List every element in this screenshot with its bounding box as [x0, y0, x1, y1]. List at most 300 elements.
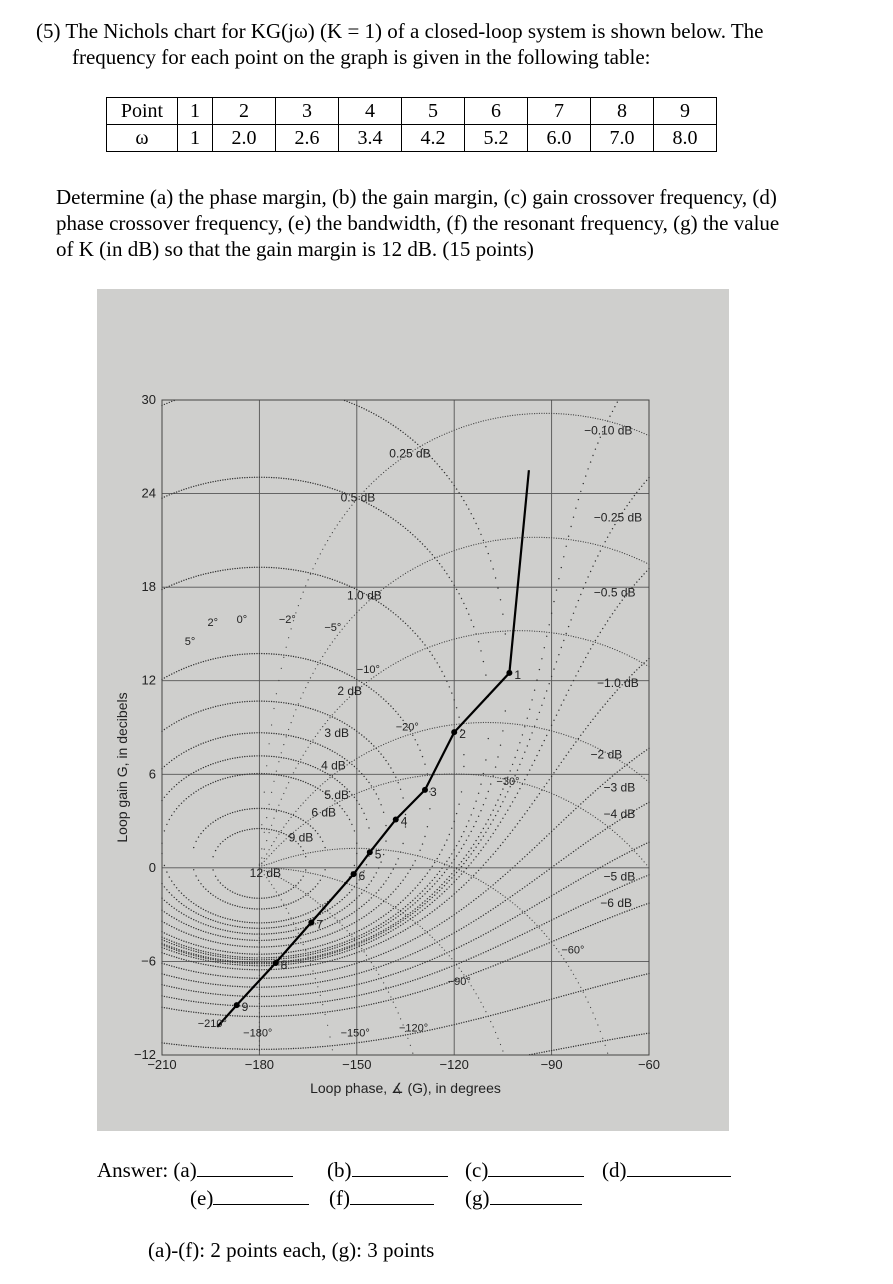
magnitude-contour-mark [349, 586, 350, 587]
magnitude-contour-mark [434, 877, 435, 878]
magnitude-contour-mark [395, 614, 396, 615]
magnitude-contour-mark [471, 940, 472, 941]
magnitude-contour-mark [592, 987, 593, 988]
phase-contour-mark [497, 540, 498, 541]
magnitude-contour-mark [444, 881, 445, 882]
magnitude-contour-mark [422, 905, 423, 906]
magnitude-contour-mark [164, 496, 165, 497]
magnitude-contour-mark [242, 959, 243, 960]
magnitude-contour-mark [166, 1007, 167, 1008]
magnitude-contour-mark [237, 832, 238, 833]
magnitude-contour-mark [575, 849, 576, 850]
magnitude-contour-mark [342, 938, 343, 939]
magnitude-contour-mark [264, 828, 265, 829]
phase-contour-mark [403, 913, 404, 914]
magnitude-contour-mark [203, 1013, 204, 1014]
magnitude-contour-mark [305, 571, 306, 572]
magnitude-contour-mark [488, 950, 489, 951]
magnitude-contour-mark [354, 922, 355, 923]
magnitude-contour-mark [485, 862, 486, 863]
magnitude-contour-mark [227, 976, 228, 977]
magnitude-contour-mark [251, 701, 252, 702]
magnitude-contour-mark [405, 910, 406, 911]
magnitude-contour-mark [461, 1022, 462, 1023]
magnitude-contour-mark [171, 815, 172, 816]
magnitude-contour-mark [230, 937, 231, 938]
magnitude-contour-mark [203, 886, 204, 887]
magnitude-contour-mark [161, 883, 162, 884]
magnitude-contour-mark [324, 948, 325, 949]
magnitude-contour-mark [643, 876, 644, 877]
magnitude-contour-mark [388, 963, 389, 964]
phase-contour-mark [432, 728, 433, 729]
magnitude-contour-mark [398, 972, 399, 973]
magnitude-contour-mark [298, 882, 299, 883]
magnitude-contour-mark [500, 822, 501, 823]
magnitude-contour-mark [276, 977, 277, 978]
magnitude-contour-mark [334, 914, 335, 915]
magnitude-contour-mark [200, 1002, 201, 1003]
magnitude-contour-mark [293, 887, 294, 888]
magnitude-contour-mark [441, 888, 442, 889]
magnitude-contour-mark [327, 926, 328, 927]
magnitude-contour-mark [247, 963, 248, 964]
magnitude-contour-mark [629, 978, 630, 979]
magnitude-contour-mark [283, 986, 284, 987]
magnitude-contour-mark [480, 867, 481, 868]
magnitude-contour-mark [230, 835, 231, 836]
magnitude-contour-mark [210, 961, 211, 962]
magnitude-contour-mark [317, 833, 318, 834]
magnitude-contour-mark [405, 876, 406, 877]
magnitude-contour-mark [254, 957, 255, 958]
magnitude-contour-mark [290, 569, 291, 570]
phase-contour-mark [541, 537, 542, 538]
phase-contour-mark [449, 865, 450, 866]
magnitude-contour-mark [266, 986, 267, 987]
magnitude-contour-mark [419, 991, 420, 992]
magnitude-contour-mark [210, 893, 211, 894]
magnitude-contour-mark [390, 962, 391, 963]
magnitude-contour-mark [505, 633, 506, 634]
magnitude-contour-mark [186, 948, 187, 949]
magnitude-contour-mark [395, 864, 396, 865]
magnitude-contour-mark [380, 954, 381, 955]
magnitude-contour-mark [247, 962, 248, 963]
magnitude-contour-mark [380, 989, 381, 990]
magnitude-contour-mark [437, 560, 438, 561]
magnitude-contour-mark [271, 962, 272, 963]
magnitude-contour-mark [339, 1044, 340, 1045]
magnitude-contour-mark [612, 916, 613, 917]
magnitude-contour-mark [609, 532, 610, 533]
magnitude-contour-mark [220, 943, 221, 944]
magnitude-contour-mark [339, 805, 340, 806]
magnitude-contour-mark [634, 1035, 635, 1036]
magnitude-contour-mark [251, 908, 252, 909]
magnitude-contour-mark [251, 962, 252, 963]
magnitude-contour-mark [444, 872, 445, 873]
magnitude-contour-mark [366, 1041, 367, 1042]
magnitude-contour-mark [281, 1048, 282, 1049]
magnitude-contour-mark [225, 815, 226, 816]
magnitude-contour-mark [261, 898, 262, 899]
magnitude-contour-mark [261, 933, 262, 934]
phase-contour-mark [607, 826, 608, 827]
phase-contour-mark [568, 801, 569, 802]
magnitude-contour-mark [342, 950, 343, 951]
phase-contour-mark [271, 792, 272, 793]
magnitude-contour-mark [480, 970, 481, 971]
magnitude-contour-mark [171, 926, 172, 927]
magnitude-contour-mark [239, 654, 240, 655]
magnitude-contour-mark [456, 707, 457, 708]
magnitude-contour-mark [342, 967, 343, 968]
magnitude-contour-mark [446, 968, 447, 969]
phase-contour-mark [344, 514, 345, 515]
magnitude-contour-mark [380, 917, 381, 918]
magnitude-contour-mark [361, 929, 362, 930]
magnitude-contour-mark [592, 837, 593, 838]
magnitude-contour-mark [337, 988, 338, 989]
magnitude-contour-mark [624, 911, 625, 912]
phase-contour-mark [634, 557, 635, 558]
magnitude-contour-mark [507, 921, 508, 922]
magnitude-contour-mark [261, 959, 262, 960]
magnitude-contour-mark [327, 970, 328, 971]
magnitude-contour-mark [191, 714, 192, 715]
magnitude-contour-mark [276, 477, 277, 478]
magnitude-contour-mark [380, 603, 381, 604]
magnitude-contour-mark [390, 894, 391, 895]
magnitude-contour-mark [178, 943, 179, 944]
phase-contour-mark [286, 823, 287, 824]
magnitude-contour-mark [271, 774, 272, 775]
magnitude-contour-mark [293, 778, 294, 779]
phase-contour-mark [515, 724, 516, 725]
magnitude-contour-mark [466, 960, 467, 961]
phase-contour-mark [544, 631, 545, 632]
phase-contour-mark [602, 822, 603, 823]
magnitude-contour-mark [446, 1026, 447, 1027]
magnitude-contour-mark [264, 953, 265, 954]
magnitude-contour-mark [273, 933, 274, 934]
magnitude-contour-mark [534, 847, 535, 848]
magnitude-contour-mark [609, 917, 610, 918]
magnitude-contour-mark [351, 946, 352, 947]
magnitude-contour-mark [500, 925, 501, 926]
phase-contour-mark [568, 414, 569, 415]
magnitude-contour-mark [237, 995, 238, 996]
magnitude-contour-mark [592, 455, 593, 456]
magnitude-contour-mark [191, 970, 192, 971]
magnitude-contour-mark [298, 962, 299, 963]
magnitude-contour-mark [432, 959, 433, 960]
magnitude-contour-mark [541, 1052, 542, 1053]
magnitude-contour-mark [227, 902, 228, 903]
magnitude-contour-mark [203, 957, 204, 958]
phase-contour-mark [483, 420, 484, 421]
magnitude-contour-mark [247, 908, 248, 909]
phase-contour-mark [427, 442, 428, 443]
magnitude-contour-mark [256, 1016, 257, 1017]
phase-contour-mark [551, 793, 552, 794]
magnitude-contour-mark [268, 927, 269, 928]
magnitude-contour-mark [247, 959, 248, 960]
phase-contour-mark [532, 726, 533, 727]
phase-contour-mark [546, 729, 547, 730]
magnitude-contour-mark [437, 662, 438, 663]
magnitude-contour-mark [327, 961, 328, 962]
magnitude-contour-mark [366, 970, 367, 971]
magnitude-contour-mark [237, 906, 238, 907]
magnitude-contour-mark [383, 757, 384, 758]
magnitude-contour-mark [463, 1022, 464, 1023]
magnitude-contour-mark [307, 952, 308, 953]
magnitude-contour-mark [424, 876, 425, 877]
phase-contour-mark [368, 848, 369, 849]
phase-contour-mark [368, 788, 369, 789]
magnitude-contour-mark [208, 993, 209, 994]
magnitude-contour-mark [174, 672, 175, 673]
magnitude-contour-mark [254, 940, 255, 941]
phase-contour-mark [347, 623, 348, 624]
magnitude-contour-mark [220, 899, 221, 900]
magnitude-contour-mark [390, 767, 391, 768]
magnitude-contour-mark [349, 402, 350, 403]
magnitude-contour-mark [346, 1043, 347, 1044]
magnitude-contour-mark [286, 834, 287, 835]
magnitude-contour-mark [256, 978, 257, 979]
magnitude-contour-mark [466, 860, 467, 861]
phase-contour-mark [437, 644, 438, 645]
phase-contour-mark [497, 631, 498, 632]
magnitude-contour-mark [505, 922, 506, 923]
magnitude-contour-mark [366, 1005, 367, 1006]
magnitude-contour-mark [256, 1049, 257, 1050]
phase-contour-mark [527, 784, 528, 785]
magnitude-contour-mark [626, 505, 627, 506]
magnitude-contour-mark [607, 863, 608, 864]
magnitude-contour-mark [259, 808, 260, 809]
magnitude-contour-mark [251, 653, 252, 654]
phase-contour-mark [317, 664, 318, 665]
magnitude-contour-mark [371, 505, 372, 506]
magnitude-contour-mark [402, 797, 403, 798]
magnitude-contour-mark [505, 710, 506, 711]
magnitude-contour-mark [249, 1049, 250, 1050]
magnitude-contour-mark [641, 845, 642, 846]
magnitude-contour-mark [171, 1043, 172, 1044]
magnitude-contour-mark [417, 909, 418, 910]
phase-contour-mark [575, 540, 576, 541]
magnitude-contour-mark [290, 703, 291, 704]
magnitude-contour-mark [320, 991, 321, 992]
magnitude-contour-mark [217, 984, 218, 985]
phase-contour-mark [276, 771, 277, 772]
magnitude-contour-mark [566, 755, 567, 756]
phase-contour-mark [349, 508, 350, 509]
magnitude-contour-mark [329, 956, 330, 957]
magnitude-contour-mark [549, 833, 550, 834]
magnitude-contour-mark [339, 999, 340, 1000]
magnitude-contour-mark [181, 719, 182, 720]
magnitude-contour-mark [485, 798, 486, 799]
phase-contour-mark [283, 868, 284, 869]
magnitude-contour-mark [585, 657, 586, 658]
phase-contour-mark [505, 416, 506, 417]
magnitude-contour-mark [590, 839, 591, 840]
magnitude-contour-mark [327, 950, 328, 951]
magnitude-contour-mark [271, 477, 272, 478]
phase-contour-mark [502, 895, 503, 896]
magnitude-contour-mark [546, 1051, 547, 1052]
phase-contour-mark [264, 849, 265, 850]
magnitude-contour-mark [230, 813, 231, 814]
magnitude-contour-mark [227, 937, 228, 938]
magnitude-contour-mark [332, 933, 333, 934]
magnitude-contour-mark [222, 929, 223, 930]
magnitude-contour-mark [181, 753, 182, 754]
phase-contour-mark [269, 849, 270, 850]
magnitude-contour-mark [217, 761, 218, 762]
phase-contour-mark [624, 841, 625, 842]
magnitude-contour-mark [368, 930, 369, 931]
magnitude-contour-mark [344, 897, 345, 898]
magnitude-contour-mark [590, 461, 591, 462]
magnitude-contour-mark [590, 900, 591, 901]
magnitude-contour-mark [383, 941, 384, 942]
magnitude-contour-mark [178, 967, 179, 968]
magnitude-contour-mark [395, 426, 396, 427]
phase-contour-mark [354, 794, 355, 795]
magnitude-contour-mark [568, 1047, 569, 1048]
magnitude-contour-mark [356, 843, 357, 844]
table-cell: 7.0 [591, 125, 654, 152]
magnitude-contour-mark [407, 942, 408, 943]
magnitude-contour-mark [169, 986, 170, 987]
magnitude-contour-mark [395, 928, 396, 929]
magnitude-contour-mark [195, 920, 196, 921]
magnitude-contour-mark [198, 972, 199, 973]
magnitude-contour-mark [609, 617, 610, 618]
magnitude-contour-mark [317, 662, 318, 663]
magnitude-contour-mark [183, 954, 184, 955]
magnitude-contour-mark [519, 764, 520, 765]
magnitude-contour-mark [178, 977, 179, 978]
magnitude-contour-mark [191, 926, 192, 927]
magnitude-contour-mark [573, 680, 574, 681]
magnitude-contour-mark [283, 702, 284, 703]
magnitude-contour-mark [463, 500, 464, 501]
phase-contour-mark [454, 961, 455, 962]
magnitude-contour-mark [407, 530, 408, 531]
magnitude-contour-mark [203, 1002, 204, 1003]
table-cell: 6 [465, 98, 528, 125]
phase-contour-mark [342, 848, 343, 849]
magnitude-contour-mark [232, 931, 233, 932]
magnitude-contour-mark [290, 918, 291, 919]
phase-contour-mark [619, 651, 620, 652]
phase-contour-mark [291, 777, 292, 778]
magnitude-contour-mark [169, 819, 170, 820]
magnitude-contour-mark [502, 961, 503, 962]
magnitude-contour-mark [480, 1017, 481, 1018]
magnitude-contour-mark [412, 534, 413, 535]
phase-contour-mark [320, 785, 321, 786]
magnitude-contour-mark [415, 887, 416, 888]
magnitude-contour-mark [373, 945, 374, 946]
magnitude-contour-mark [212, 927, 213, 928]
magnitude-contour-mark [597, 442, 598, 443]
magnitude-contour-mark [607, 1040, 608, 1041]
magnitude-contour-mark [463, 844, 464, 845]
magnitude-contour-mark [191, 486, 192, 487]
magnitude-contour-mark [315, 661, 316, 662]
magnitude-contour-mark [519, 914, 520, 915]
magnitude-contour-mark [539, 1052, 540, 1053]
magnitude-contour-mark [208, 957, 209, 958]
magnitude-contour-mark [478, 816, 479, 817]
magnitude-contour-mark [298, 1004, 299, 1005]
magnitude-contour-mark [293, 1004, 294, 1005]
phase-contour-mark [327, 540, 328, 541]
magnitude-contour-mark [344, 942, 345, 943]
magnitude-contour-mark [534, 948, 535, 949]
magnitude-contour-mark [239, 968, 240, 969]
magnitude-contour-mark [549, 921, 550, 922]
magnitude-contour-mark [639, 906, 640, 907]
magnitude-contour-mark [383, 915, 384, 916]
magnitude-contour-mark [183, 932, 184, 933]
phase-contour-mark [434, 939, 435, 940]
magnitude-contour-mark [597, 897, 598, 898]
magnitude-contour-mark [200, 959, 201, 960]
magnitude-contour-mark [317, 743, 318, 744]
magnitude-contour-mark [310, 482, 311, 483]
magnitude-contour-mark [568, 815, 569, 816]
magnitude-contour-mark [205, 889, 206, 890]
magnitude-contour-mark [283, 1048, 284, 1049]
magnitude-contour-mark [283, 995, 284, 996]
phase-contour-mark [571, 736, 572, 737]
phase-contour-mark [325, 723, 326, 724]
phase-contour-mark [337, 880, 338, 881]
magnitude-contour-mark [191, 961, 192, 962]
magnitude-contour-mark [164, 940, 165, 941]
magnitude-contour-mark [286, 925, 287, 926]
magnitude-contour-mark [161, 731, 162, 732]
magnitude-contour-mark [424, 916, 425, 917]
magnitude-contour-mark [288, 925, 289, 926]
magnitude-contour-mark [419, 977, 420, 978]
magnitude-contour-mark [237, 1048, 238, 1049]
magnitude-contour-mark [220, 737, 221, 738]
magnitude-contour-mark [602, 920, 603, 921]
magnitude-contour-mark [373, 745, 374, 746]
magnitude-contour-mark [249, 977, 250, 978]
phase-contour-mark [573, 636, 574, 637]
magnitude-contour-mark [268, 962, 269, 963]
magnitude-contour-mark [230, 1048, 231, 1049]
magnitude-contour-mark [385, 420, 386, 421]
table-cell: 5 [402, 98, 465, 125]
magnitude-contour-mark [200, 956, 201, 957]
magnitude-contour-mark [212, 955, 213, 956]
phase-contour-mark [495, 722, 496, 723]
magnitude-contour-mark [329, 1000, 330, 1001]
magnitude-contour-mark [273, 1049, 274, 1050]
